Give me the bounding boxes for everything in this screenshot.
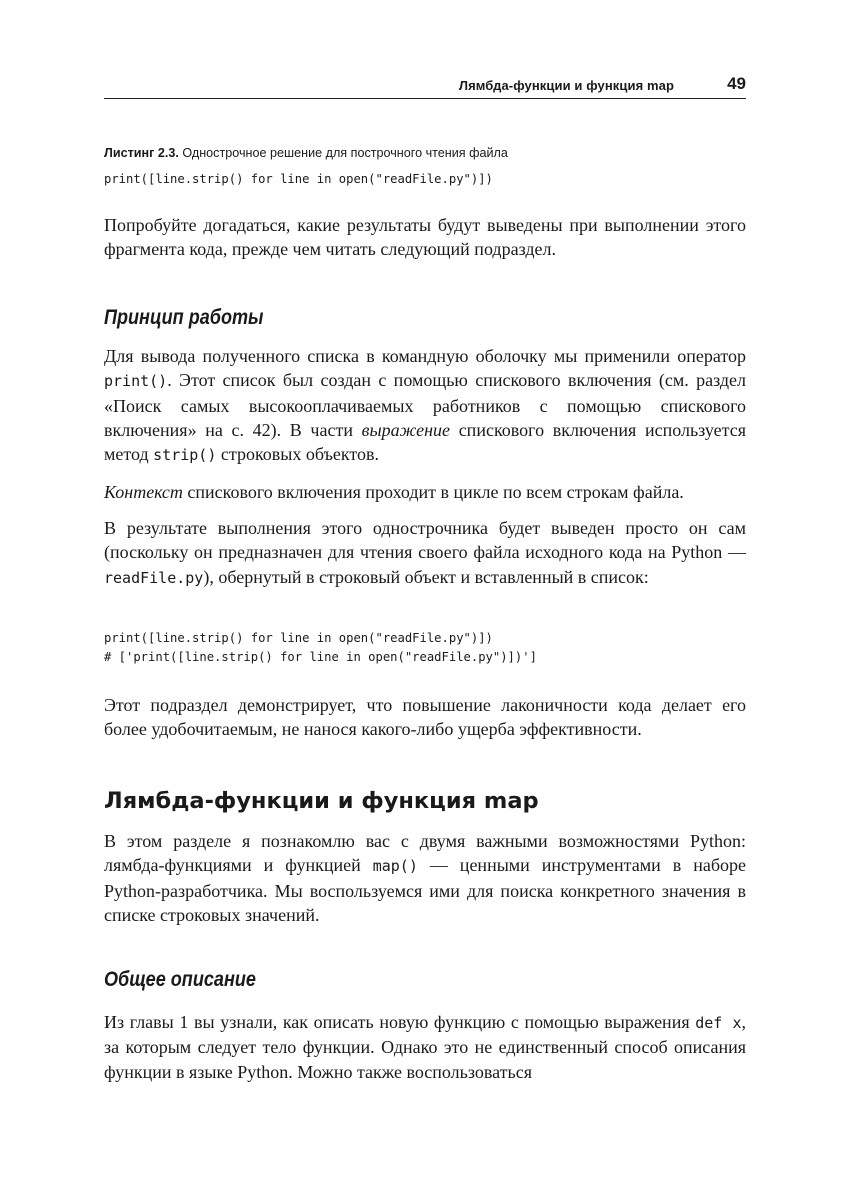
code-block-line-1: print([line.strip() for line in open("readFile.py")]) — [104, 631, 493, 645]
section-heading-lambda: Лямбда-функции и функция map — [104, 788, 539, 814]
text-run: спискового включения проходит в цикле по всем строкам файла. — [182, 482, 684, 502]
text-run: ), обернутый в строковый объект и вставленный в список: — [203, 566, 649, 587]
text-run: строковых объектов. — [216, 444, 380, 465]
paragraph-guess: Попробуйте догадаться, какие результаты будут выведены при выполнении этого фрагмента кода, прежде чем читать следующий подраздел. — [104, 215, 746, 260]
text-run: Для вывода полученного списка в командную оболочку мы применили оператор — [104, 346, 746, 366]
paragraph-conclusion: Этот подраздел демонстрирует, что повышение лаконичности кода делает его более удобочитаемым, не нанося какого-либо ущерба эффективности. — [104, 695, 746, 740]
listing-label: Листинг 2.3. — [104, 146, 179, 160]
inline-code-print: print() — [104, 372, 168, 391]
inline-code-readfile: readFile.py — [104, 568, 204, 587]
running-title: Лямбда-функции и функция map — [458, 78, 674, 93]
listing-code: print([line.strip() for line in open("readFile.py")]) — [104, 172, 493, 186]
text-run: — ценными инструментами в наборе Python-разработчика. Мы воспользуемся ими для поиска конкретного значения в списке строковых значений. — [104, 855, 746, 925]
listing-caption-text: Однострочное решение для построчного чтения файла — [182, 146, 508, 160]
text-run: , за которым следует тело функции. Однако это не единственный способ описания функции в языке Python. Можно также воспользоваться — [104, 1012, 747, 1082]
paragraph-explanation — [104, 344, 746, 467]
inline-code-map: map() — [372, 857, 418, 876]
inline-code-def: def x — [695, 1014, 742, 1032]
paragraph-result — [104, 516, 746, 590]
listing-caption — [104, 146, 508, 160]
paragraph-context — [104, 480, 746, 504]
code-block-line-2: # ['print([line.strip() for line in open("readFile.py")])'] — [104, 650, 537, 664]
text-run: . Этот список был создан с помощью спискового включения (см. раздел «Поиск самых высокооплачиваемых работников с помощью спискового включения» на с. 42). В части — [104, 370, 746, 440]
text-run: В этом разделе я познакомлю вас с двумя важными возможностями Python: лямбда-функциями и функцией — [104, 831, 746, 876]
text-run: спискового включения используется метод — [104, 419, 747, 465]
subheading-how-it-works: Принцип работы — [104, 306, 264, 329]
page-number: 49 — [727, 74, 746, 93]
subheading-overview: Общее описание — [104, 968, 256, 991]
paragraph-section-intro — [104, 829, 746, 927]
running-header — [104, 72, 746, 99]
text-run: Из главы 1 вы узнали, как описать новую функцию с помощью выражения — [104, 1012, 696, 1032]
emphasis-context: Контекст — [104, 482, 183, 502]
inline-code-strip: strip() — [153, 446, 217, 465]
text-run: В результате выполнения этого однострочника будет выведен просто он сам (поскольку он предназначен для чтения своего файла исходного кода на Python — — [104, 518, 746, 563]
paragraph-overview — [104, 1010, 746, 1084]
emphasis-expression: выражение — [361, 419, 451, 440]
